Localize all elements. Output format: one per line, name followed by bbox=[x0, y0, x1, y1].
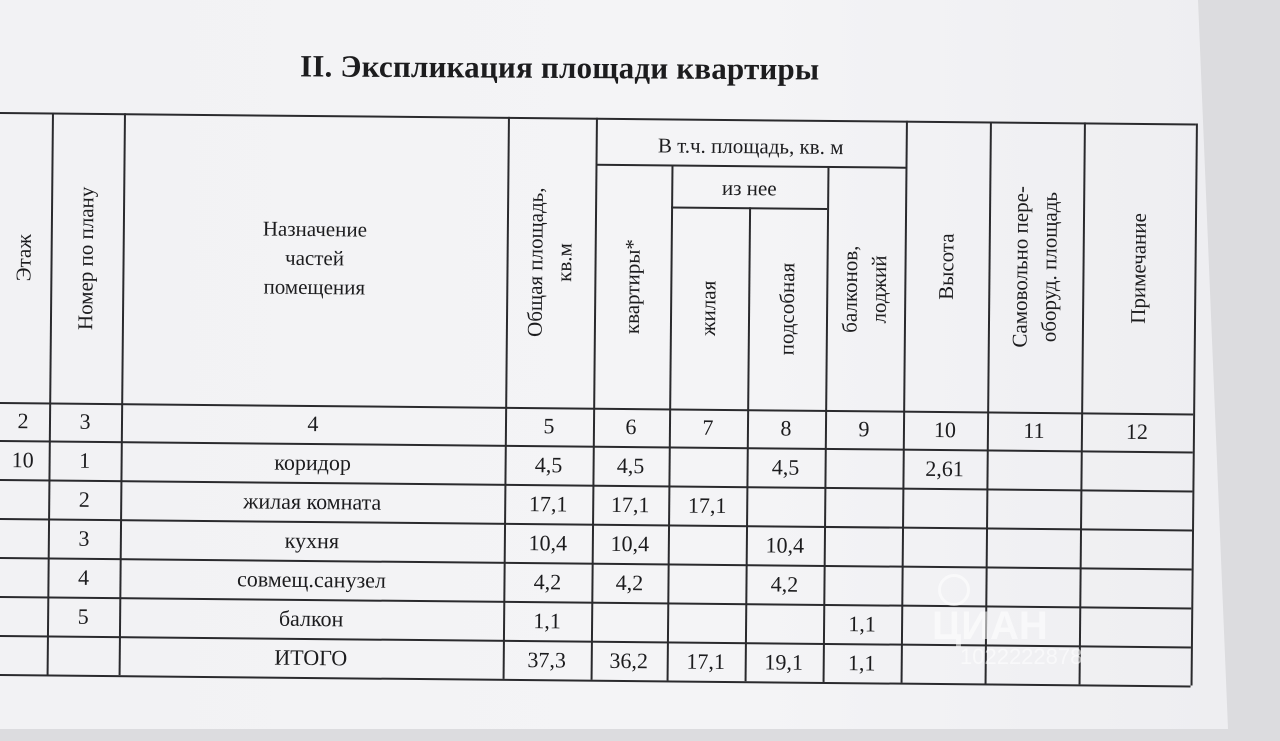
cell-etazh-row-5 bbox=[0, 596, 47, 635]
header-naznachenie bbox=[122, 201, 507, 315]
cell-etazh-row-3 bbox=[0, 518, 48, 557]
cell-naznachenie-row-6: ИТОГО bbox=[274, 644, 348, 670]
header-etazh: Этаж bbox=[11, 233, 37, 281]
watermark bbox=[920, 560, 1170, 680]
header-obshchaya-line1: Общая площадь, bbox=[522, 187, 549, 338]
cell-obshchaya-row-4: 4,2 bbox=[533, 568, 562, 594]
cell-balkony-row-6: 1,1 bbox=[847, 649, 876, 675]
header-obshchaya-line2: кв.м bbox=[552, 242, 577, 282]
header-zhilaya: жилая bbox=[696, 280, 721, 336]
grid-line-top bbox=[0, 112, 1196, 125]
cell-nomer-row-2: 2 bbox=[78, 486, 90, 512]
cell-samovolno-row-1 bbox=[986, 449, 1080, 489]
colnum-9: 9 bbox=[858, 416, 870, 442]
page-title: II. Экспликация площади квартиры bbox=[299, 48, 820, 87]
cell-kvartiry-row-6: 36,2 bbox=[609, 647, 649, 673]
cell-nomer-row-5: 5 bbox=[77, 603, 89, 629]
colnum-7: 7 bbox=[702, 414, 714, 440]
header-v-tch: В т.ч. площадь, кв. м bbox=[657, 132, 844, 159]
watermark-brand: ЦИАН bbox=[932, 604, 1048, 648]
cell-podsobnaya-row-2 bbox=[746, 486, 824, 526]
cell-obshchaya-row-5: 1,1 bbox=[533, 607, 561, 633]
header-primechanie: Примечание bbox=[1125, 212, 1151, 324]
cell-primechanie-row-1 bbox=[1080, 450, 1192, 490]
cell-etazh-row-6 bbox=[0, 635, 47, 674]
header-naznachenie-line3: помещения bbox=[263, 274, 366, 300]
header-podsobnaya: подсобная bbox=[774, 262, 800, 355]
cell-balkony-row-4 bbox=[823, 565, 901, 605]
cell-obshchaya-row-6: 37,3 bbox=[527, 646, 567, 672]
header-samovolno-line2: оборуд. площадь bbox=[1036, 191, 1063, 343]
cell-zhilaya-row-3 bbox=[668, 524, 746, 564]
header-naznachenie-line1: Назначение bbox=[262, 216, 368, 242]
cell-podsobnaya-row-3: 10,4 bbox=[765, 531, 805, 558]
cell-etazh-row-1: 10 bbox=[11, 446, 34, 472]
cell-etazh-row-2 bbox=[0, 479, 48, 518]
cell-naznachenie-row-1: коридор bbox=[274, 449, 352, 475]
cell-naznachenie-row-4: совмещ.санузел bbox=[236, 565, 387, 593]
cell-primechanie-row-2 bbox=[1080, 489, 1192, 529]
colnum-3: 3 bbox=[79, 408, 91, 434]
cell-kvartiry-row-2: 17,1 bbox=[610, 491, 650, 517]
cell-podsobnaya-row-4: 4,2 bbox=[770, 570, 799, 597]
cell-naznachenie-row-3: кухня bbox=[284, 527, 340, 553]
colnum-2: 2 bbox=[17, 408, 29, 434]
header-naznachenie-line2: частей bbox=[285, 245, 345, 270]
header-samovolno bbox=[987, 122, 1084, 413]
cell-naznachenie-row-5: балкон bbox=[278, 605, 344, 631]
header-balkonov bbox=[825, 168, 905, 411]
cell-vysota-row-2 bbox=[902, 488, 986, 528]
cell-zhilaya-row-5 bbox=[667, 602, 745, 642]
cell-samovolno-row-2 bbox=[986, 488, 1080, 528]
cell-kvartiry-row-5 bbox=[591, 602, 667, 642]
cell-nomer-row-1: 1 bbox=[79, 447, 91, 473]
header-balkonov-line2: лоджий bbox=[866, 255, 892, 324]
colnum-5: 5 bbox=[543, 413, 555, 439]
header-samovolno-line1: Самовольно пере- bbox=[1007, 185, 1034, 348]
cell-balkony-row-2 bbox=[824, 487, 902, 527]
cell-nomer-row-6 bbox=[47, 635, 119, 675]
cell-podsobnaya-row-6: 19,1 bbox=[764, 648, 804, 675]
cell-zhilaya-row-1 bbox=[668, 446, 746, 486]
cell-kvartiry-row-4: 4,2 bbox=[615, 569, 644, 595]
header-vysota: Высота bbox=[933, 232, 959, 300]
colnum-6: 6 bbox=[625, 414, 637, 440]
cell-balkony-row-3 bbox=[824, 526, 902, 566]
colnum-11: 11 bbox=[1023, 417, 1045, 444]
cell-obshchaya-row-3: 10,4 bbox=[528, 529, 568, 555]
watermark-logo-icon bbox=[938, 574, 970, 606]
cell-nomer-row-4: 4 bbox=[77, 564, 90, 590]
header-balkonov-line1: балконов, bbox=[837, 245, 863, 333]
header-iz-nee: из нее bbox=[721, 175, 777, 200]
colnum-8: 8 bbox=[780, 415, 792, 441]
cell-podsobnaya-row-1: 4,5 bbox=[771, 453, 800, 480]
cell-etazh-row-4 bbox=[0, 557, 48, 596]
cell-obshchaya-row-2: 17,1 bbox=[528, 490, 568, 516]
cell-podsobnaya-row-5 bbox=[745, 603, 823, 643]
cell-nomer-row-3: 3 bbox=[78, 525, 90, 551]
colnum-10: 10 bbox=[933, 416, 957, 443]
colnum-4: 4 bbox=[307, 410, 319, 437]
cell-zhilaya-row-4 bbox=[667, 563, 745, 603]
cell-kvartiry-row-1: 4,5 bbox=[616, 452, 645, 478]
header-kvartiry: квартиры* bbox=[619, 238, 645, 334]
watermark-id: 1022222878 bbox=[960, 644, 1083, 669]
cell-zhilaya-row-2: 17,1 bbox=[687, 492, 727, 518]
cell-obshchaya-row-1: 4,5 bbox=[534, 451, 563, 477]
cell-balkony-row-5: 1,1 bbox=[848, 610, 876, 636]
cell-balkony-row-1 bbox=[824, 448, 902, 488]
header-obshchaya bbox=[505, 117, 596, 408]
cell-zhilaya-row-6: 17,1 bbox=[686, 648, 726, 674]
cell-kvartiry-row-3: 10,4 bbox=[610, 530, 650, 556]
header-nomer-po-planu: Номер по плану bbox=[73, 186, 99, 330]
cell-naznachenie-row-2: жилая комната bbox=[243, 487, 382, 515]
colnum-12: 12 bbox=[1125, 418, 1149, 445]
cell-vysota-row-1: 2,61 bbox=[925, 455, 964, 481]
